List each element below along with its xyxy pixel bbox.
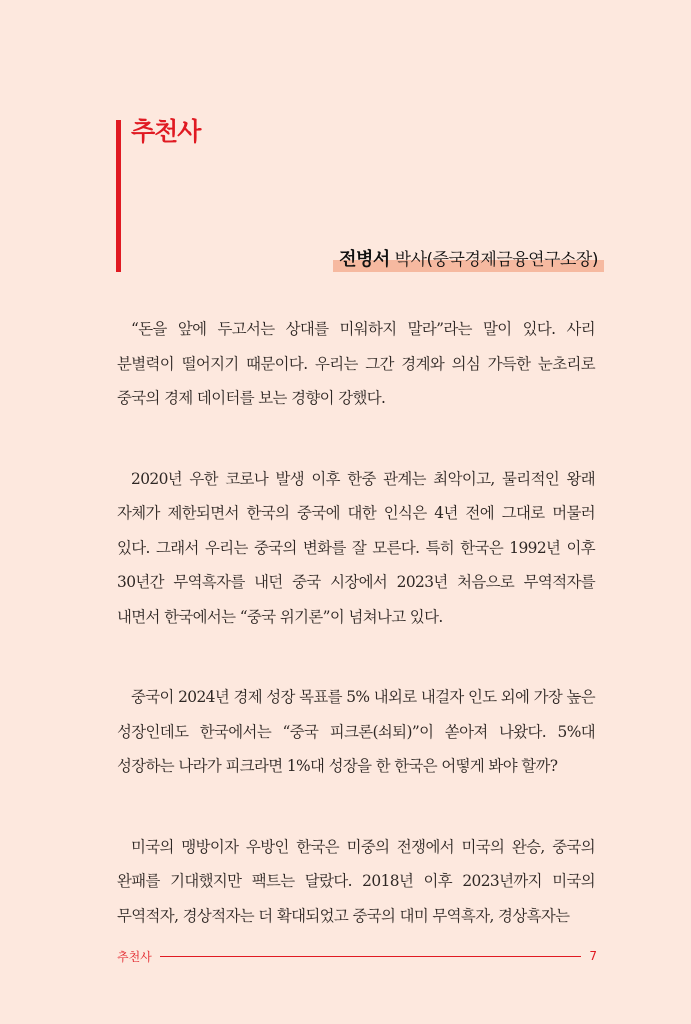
paragraph-1: “돈을 앞에 두고서는 상대를 미워하지 말라”라는 말이 있다. 사리 분별력이 떨어지기 때문이다. 우리는 그간 경계와 의심 가득한 눈초리로 중국의 경제 데이터를 보는 경향이 강했다. [117,320,595,407]
footer-divider [160,956,582,957]
paragraph-2: 2020년 우한 코로나 발생 이후 한중 관계는 최악이고, 물리적인 왕래 자체가 제한되면서 한국의 중국에 대한 인식은 4년 전에 그대로 머물러 있다. 그래서 우리는 중국의 변화를 잘 모른다. 특히 한국은 1992년 이후 30년간 무역흑자를 내던 중국 시장에서 2023년 처음으로 무역적자를 내면서 한국에서는 “중국 위기론”이 넘쳐나고 있다. [117,469,595,626]
author-title: 박사(중국경제금융연구소장) [394,250,598,270]
author-name: 전병서 [339,249,390,270]
paragraph-3: 중국이 2024년 경제 성장 목표를 5% 내외로 내걸자 인도 외에 가장 높은 성장인데도 한국에서는 “중국 피크론(쇠퇴)”이 쏟아져 나왔다. 5%대 성장하는 나라가 피크라면 1%대 성장을 한 한국은 어떻게 봐야 할까? [117,688,595,775]
author-line [339,246,598,274]
section-title: 추천사 [131,117,201,146]
page-footer [117,946,597,966]
paragraph-4: 미국의 맹방이자 우방인 한국은 미중의 전쟁에서 미국의 완승, 중국의 완패를 기대했지만 팩트는 달랐다. 2018년 이후 2023년까지 미국의 무역적자, 경상적자는 더 확대되었고 중국의 대미 무역흑자, 경상흑자는 [117,837,595,925]
body-text [117,312,595,979]
page-number: 7 [589,949,597,963]
accent-bar [116,120,121,272]
footer-label: 추천사 [117,949,152,964]
